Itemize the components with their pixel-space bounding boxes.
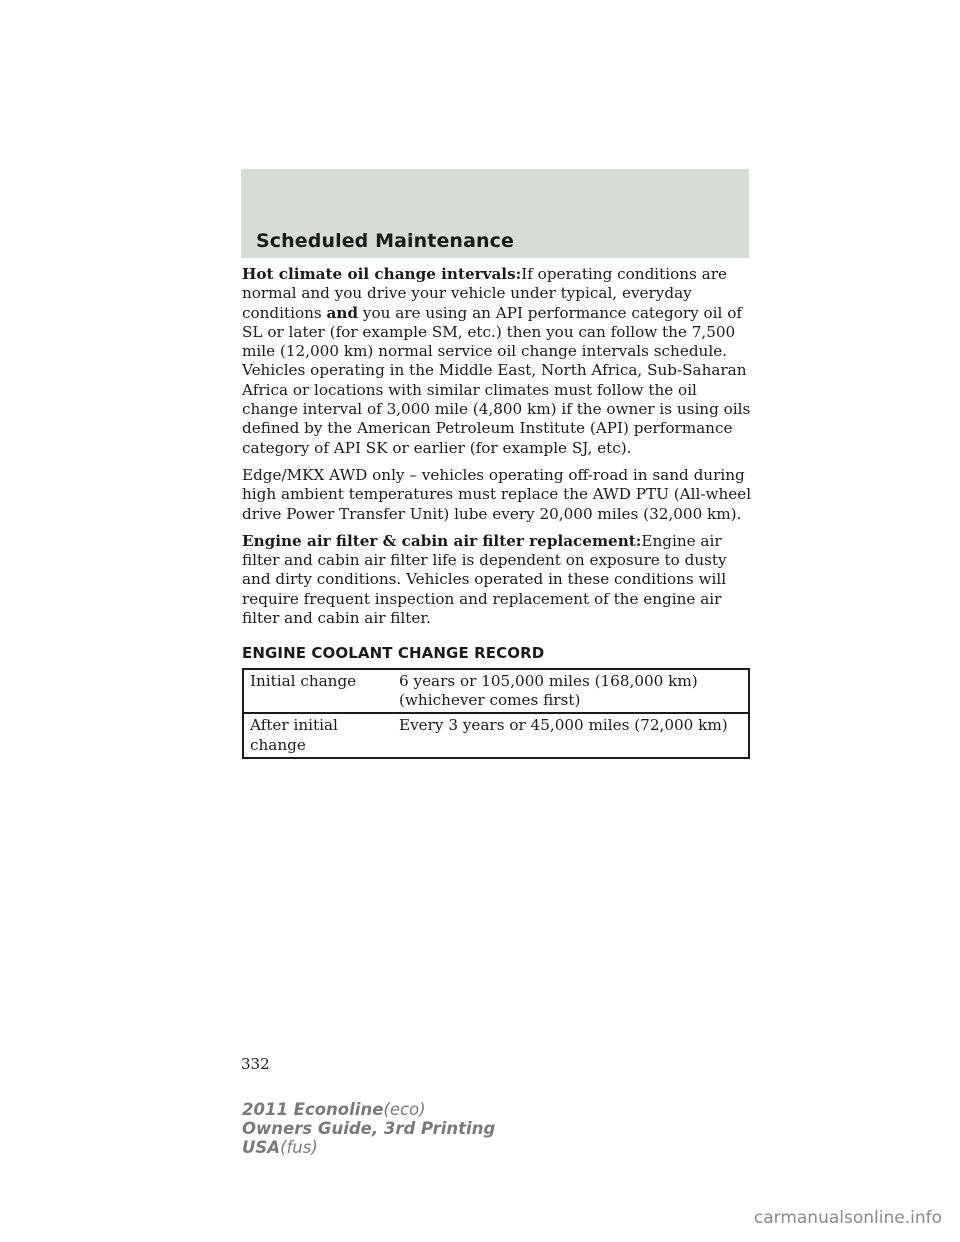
section-header-band	[241, 169, 749, 258]
footer-model: 2011 Econoline	[242, 1100, 384, 1119]
page-content	[242, 265, 752, 759]
hot-climate-text-1: If operating conditions are normal and you drive your vehicle under typical, everyday conditions	[242, 265, 727, 322]
air-filter-label: Engine air filter & cabin air filter replacement:	[242, 531, 642, 550]
table-row	[243, 669, 749, 714]
coolant-record-table	[242, 668, 750, 759]
row-label: Initial change	[243, 669, 393, 714]
hot-climate-label: Hot climate oil change intervals:	[242, 265, 522, 283]
hot-climate-text-2: you are using an API performance category oil of SL or later (for example SM, etc.) then you can follow the 7,500 mile (12,000 km) normal service oil change intervals schedule. Vehicles operating in the Middle East, North Africa, Sub-Saharan Africa or locations with similar climates must follow the oil change interval of 3,000 mile (4,800 km) if the owner is using oils defined by the American Petroleum Institute (API) performance category of API SK or earlier (for example SJ, etc).	[242, 303, 751, 457]
hot-climate-paragraph	[242, 265, 752, 458]
document-footer	[242, 1100, 495, 1157]
section-title: Scheduled Maintenance	[256, 230, 514, 252]
row-value: Every 3 years or 45,000 miles (72,000 km)	[393, 713, 749, 758]
table-row	[243, 713, 749, 758]
page-number: 332	[241, 1055, 270, 1073]
footer-edition: Owners Guide, 3rd Printing	[242, 1119, 496, 1138]
row-value-line: 6 years or 105,000 miles (168,000 km)	[399, 671, 698, 690]
hot-climate-emphasis: and	[326, 303, 359, 322]
air-filter-paragraph	[242, 532, 752, 628]
air-filter-text: Engine air filter and cabin air filter life is dependent on exposure to dusty and dirty conditions. Vehicles operated in these conditions will require frequent inspection and replacement of the engine air filter and cabin air filter.	[242, 531, 727, 628]
coolant-record-heading: ENGINE COOLANT CHANGE RECORD	[242, 644, 545, 663]
footer-line	[242, 1100, 495, 1119]
footer-market: USA	[242, 1138, 281, 1157]
site-watermark: carmanualsonline.info	[753, 1208, 942, 1228]
footer-market-code: (fus)	[280, 1138, 318, 1157]
row-value	[393, 669, 749, 714]
awd-paragraph: Edge/MKX AWD only – vehicles operating off-road in sand during high ambient temperatures must replace the AWD PTU (All-wheel drive Power Transfer Unit) lube every 20,000 miles (32,000 km).	[242, 465, 752, 523]
footer-line	[242, 1138, 495, 1157]
row-label: After initial change	[243, 713, 393, 758]
row-value-line: (whichever comes first)	[399, 690, 581, 709]
footer-model-code: (eco)	[383, 1100, 426, 1119]
